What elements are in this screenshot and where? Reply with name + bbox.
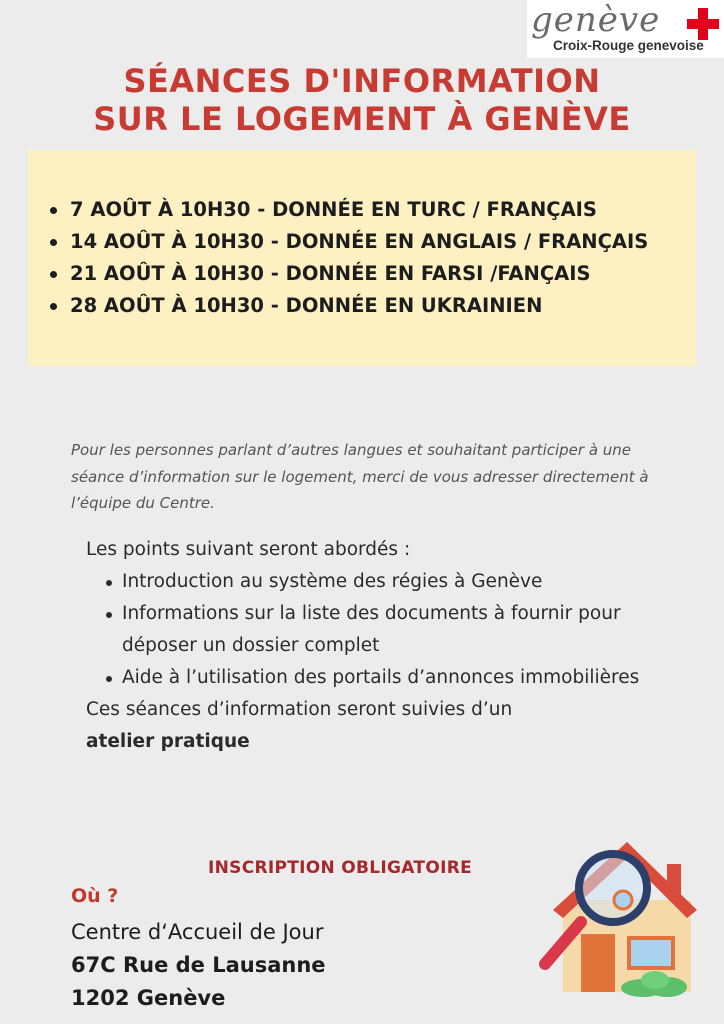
location-street: 67C Rue de Lausanne [71, 953, 326, 977]
topic-item: Informations sur la liste des documents à fournir pour déposer un dossier complet [106, 598, 686, 662]
title-line-1: SÉANCES D'INFORMATION [123, 62, 601, 100]
topics-list [86, 566, 686, 694]
followup-line: Ces séances d’information seront suivies d’un [86, 699, 513, 720]
croix-rouge-logo [527, 0, 724, 58]
session-item: 28 AOÛT À 10H30 - DONNÉE EN UKRAINIEN [48, 290, 688, 322]
session-item: 7 AOÛT À 10H30 - DONNÉE EN TURC / FRANÇAIS [48, 194, 688, 226]
followup-text [86, 694, 686, 758]
logo-subtitle: Croix-Rouge genevoise [553, 38, 704, 53]
logo-wordmark: genève [531, 0, 661, 40]
sessions-box [28, 150, 696, 366]
page-title [0, 62, 724, 138]
location-label: Où ? [71, 885, 119, 907]
workshop-label: atelier pratique [86, 731, 250, 752]
red-cross-icon [687, 8, 719, 40]
address-block [71, 916, 326, 1015]
house-magnifier-icon [535, 838, 700, 998]
session-item: 21 AOÛT À 10H30 - DONNÉE EN FARSI /FANÇAIS [48, 258, 688, 290]
registration-notice: INSCRIPTION OBLIGATOIRE [208, 858, 472, 878]
sessions-list [48, 194, 688, 322]
topics-section [86, 534, 686, 758]
location-name: Centre d‘Accueil de Jour [71, 920, 324, 944]
languages-note: Pour les personnes parlant d’autres langues et souhaitant participer à une séance d’information sur le logement, merci de vous adresser directement à l’équipe du Centre. [71, 441, 649, 512]
location-city: 1202 Genève [71, 986, 226, 1010]
title-line-2: SUR LE LOGEMENT À GENÈVE [93, 100, 631, 138]
session-item: 14 AOÛT À 10H30 - DONNÉE EN ANGLAIS / FRANÇAIS [48, 226, 688, 258]
topics-intro: Les points suivant seront abordés : [86, 539, 411, 560]
topic-item: Introduction au système des régies à Genève [106, 566, 686, 598]
topic-item: Aide à l’utilisation des portails d’annonces immobilières [106, 662, 686, 694]
